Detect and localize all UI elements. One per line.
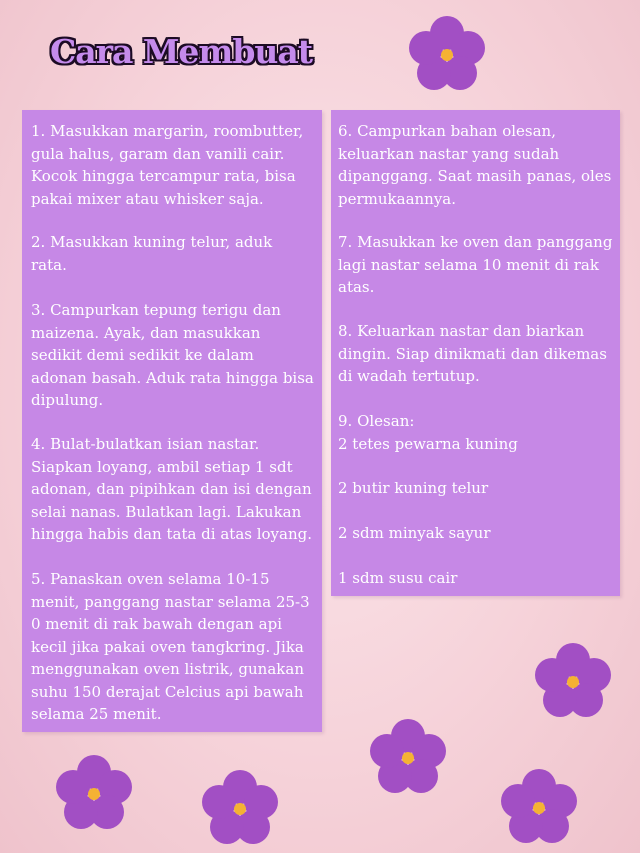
flower-icon [531,640,615,724]
step-1: 1. Masukkan margarin, roombutter, gula halus, garam dan vanili cair. Kocok hingga tercampur rata, bisa pakai mixer atau whisker saja. [31,122,304,208]
olesan-item-milk: 1 sdm susu cair [338,569,458,587]
flower-icon [52,752,136,836]
step-5: 5. Panaskan oven selama 10-15 menit, panggang nastar selama 25-3 0 menit di rak bawah dengan api kecil jika pakai oven tangkring. Jika menggunakan oven listrik, gunakan suhu 150 derajat Celcius api bawah selama 25 menit. [31,570,310,723]
step-3: 3. Campurkan tepung terigu dan maizena. Ayak, dan masukkan sedikit demi sedikit ke dalam adonan basah. Aduk rata hingga bisa dipulung. [31,301,314,409]
steps-panel-left [22,110,322,732]
flower-icon [405,13,489,97]
olesan-item-oil: 2 sdm minyak sayur [338,524,491,542]
step-4: 4. Bulat-bulatkan isian nastar. Siapkan loyang, ambil setiap 1 sdt adonan, dan pipihkan dan isi dengan selai nanas. Bulatkan lagi. Lakukan hingga habis dan tata di atas loyang. [31,435,313,543]
step-9-olesan: 9. Olesan: 2 tetes pewarna kuning [338,412,518,453]
step-7: 7. Masukkan ke oven dan panggang lagi nastar selama 10 menit di rak atas. [338,233,613,296]
olesan-item-egg: 2 butir kuning telur [338,479,489,497]
flower-icon [198,767,282,851]
flower-icon [497,766,581,850]
step-6: 6. Campurkan bahan olesan, keluarkan nastar yang sudah dipanggang. Saat masih panas, oles permukaannya. [338,122,612,208]
page-title: Cara Membuat [50,32,313,71]
step-8: 8. Keluarkan nastar dan biarkan dingin. Siap dinikmati dan dikemas di wadah tertutup. [338,322,607,385]
steps-panel-right [331,110,620,596]
step-2: 2. Masukkan kuning telur, aduk rata. [31,233,273,274]
flower-icon [366,716,450,800]
